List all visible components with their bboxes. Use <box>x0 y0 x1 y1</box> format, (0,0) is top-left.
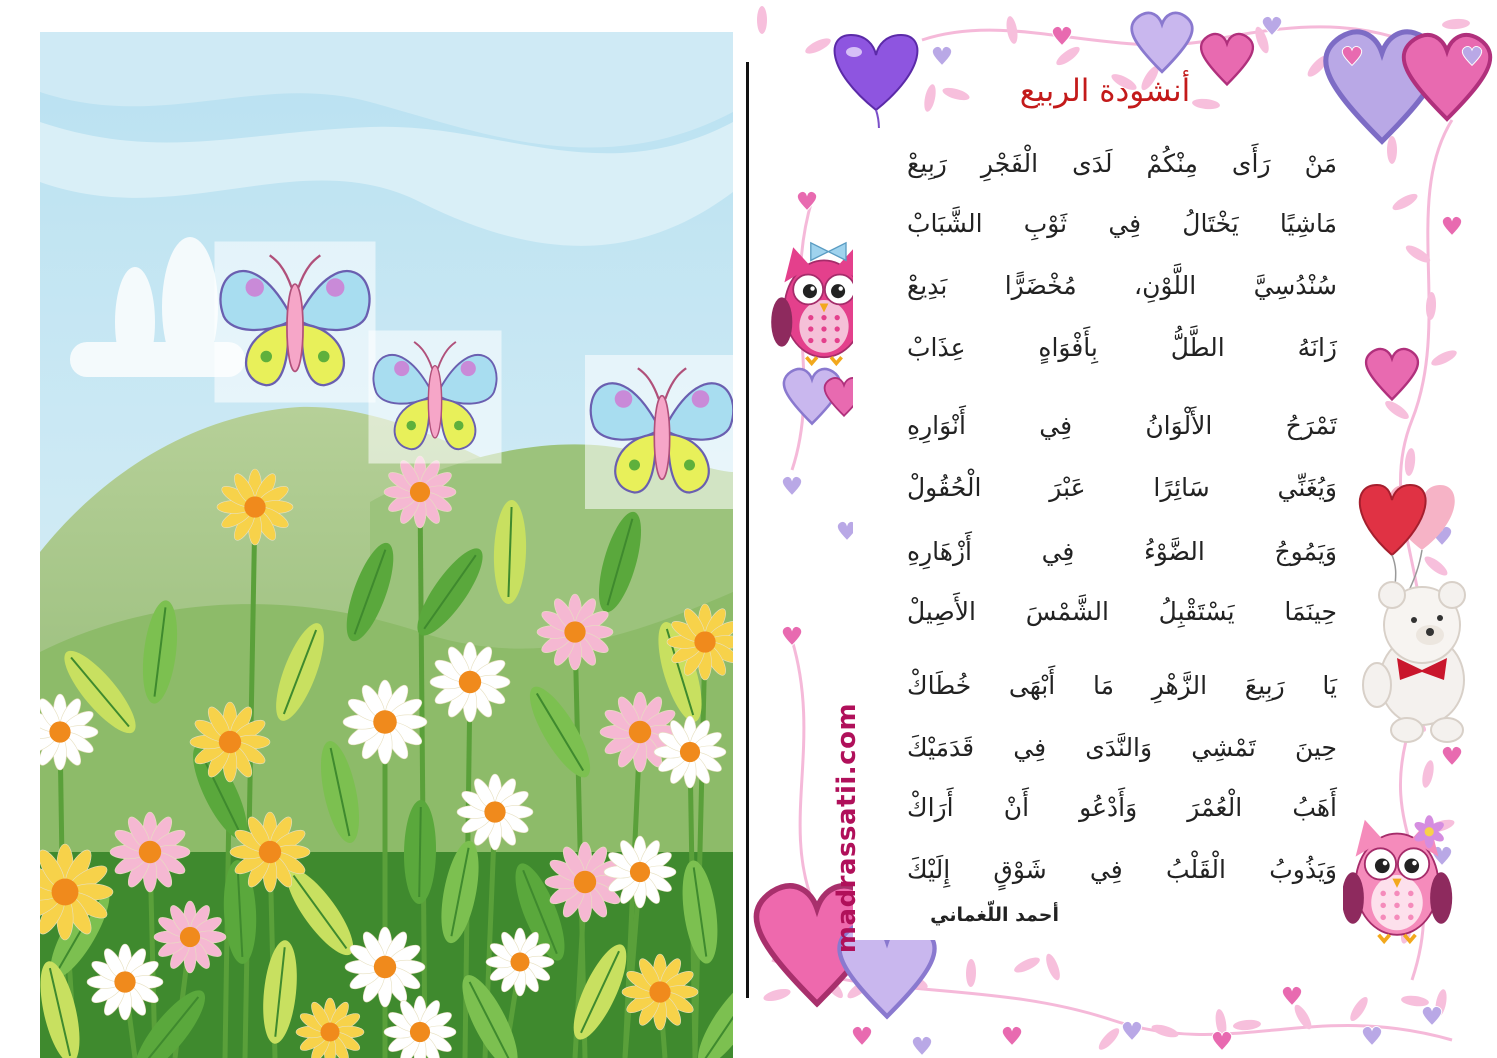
verse-line: وَيَذُوبُ الْقَلْبُ فِي شَوْقٍ إِلَيْكَ <box>907 855 1337 884</box>
heart-icon <box>1282 986 1301 1005</box>
heart-icon <box>1442 216 1461 235</box>
leaf-icon <box>1012 955 1042 976</box>
page-divider <box>746 62 749 998</box>
heart-icon <box>1122 1021 1141 1040</box>
leaf-icon <box>1442 18 1471 30</box>
leaf-icon <box>1387 136 1397 164</box>
heart-icon <box>1052 26 1071 45</box>
leaf-icon <box>1404 448 1417 477</box>
leaf-icon <box>1096 1025 1122 1052</box>
verse-line: وَيَمُوجُ الضَّوْءُ فِي أَزْهَارِهِ <box>907 537 1337 566</box>
heart-icon <box>912 1036 931 1055</box>
poem-title: أنشودة الربيع <box>1019 73 1191 109</box>
leaf-icon <box>941 85 971 102</box>
butterfly-icon <box>369 331 502 464</box>
leaf-icon <box>1400 994 1429 1007</box>
verse-line: حِينَ تَمْشِي وَالنَّدَى فِي قَدَمَيْكَ <box>907 733 1337 762</box>
site-watermark: madrassatii.com <box>832 702 862 954</box>
owl-icon <box>1342 815 1452 941</box>
verse-line: تَمْرَحُ الأَلْوَانُ فِي أَنْوَارِهِ <box>907 411 1337 440</box>
leaf-icon <box>1347 995 1371 1024</box>
heart-icon <box>1422 1006 1441 1025</box>
teddy-bear-icon <box>1363 582 1465 742</box>
verse-line: مَنْ رَأَى مِنْكُمْ لَدَى الْفَجْرِ رَبِيعْ <box>907 149 1337 178</box>
heart-icon <box>1132 13 1193 72</box>
heart-icon <box>932 46 951 65</box>
heart-icon <box>782 626 801 645</box>
leaf-icon <box>1054 44 1083 69</box>
leaf-icon <box>1383 398 1412 422</box>
heart-icon <box>1212 1031 1231 1050</box>
leaf-icon <box>922 83 938 112</box>
butterfly-icon <box>585 355 733 509</box>
heart-icon <box>1362 1026 1381 1045</box>
verse-line: مَاشِيًا يَخْتَالُ فِي ثَوْبِ الشَّبَابْ <box>907 209 1337 238</box>
heart-icon <box>782 476 801 495</box>
verse-line: سُنْدُسِيَّ اللَّوْنِ، مُخْضَرًّا بَدِيعْ <box>907 271 1337 300</box>
poem-author: أحمد اللّغماني <box>930 904 1059 926</box>
leaf-icon <box>803 35 833 56</box>
leaf-icon <box>1420 759 1436 788</box>
spring-meadow-illustration <box>40 32 733 1058</box>
verse-line: وَيُغَنِّي سَائِرًا عَبْرَ الْحُقُولْ <box>907 473 1337 502</box>
leaf-icon <box>966 959 976 987</box>
leaf-icon <box>1390 191 1419 213</box>
leaf-icon <box>1425 292 1436 320</box>
leaf-icon <box>1422 553 1450 578</box>
heart-icon <box>797 191 816 210</box>
verse-line: حِينَمَا يَسْتَقْبِلُ الشَّمْسَ الأَصِيلْ <box>907 597 1337 626</box>
verse-line: أَهَبُ الْعُمْرَ وَأَدْعُو أَنْ أَرَاكْ <box>907 793 1337 822</box>
heart-icon <box>852 1026 871 1045</box>
heart-icon <box>1442 746 1461 765</box>
verse-line: زَانَهُ الطَّلُّ بِأَفْوَاهٍ عِذَابْ <box>907 333 1337 362</box>
leaf-icon <box>762 987 792 1004</box>
leaf-icon <box>1150 1022 1180 1040</box>
butterfly-icon <box>215 242 376 403</box>
leaf-icon <box>757 6 767 34</box>
verse-line: يَا رَبِيعَ الزَّهْرِ مَا أَبْهَى خُطَاكْ <box>907 671 1337 700</box>
heart-icon <box>1002 1026 1021 1045</box>
leaf-icon <box>1043 952 1062 982</box>
leaf-icon <box>1429 347 1459 368</box>
heart-icon <box>1366 349 1418 399</box>
leaf-icon <box>1233 1019 1262 1031</box>
